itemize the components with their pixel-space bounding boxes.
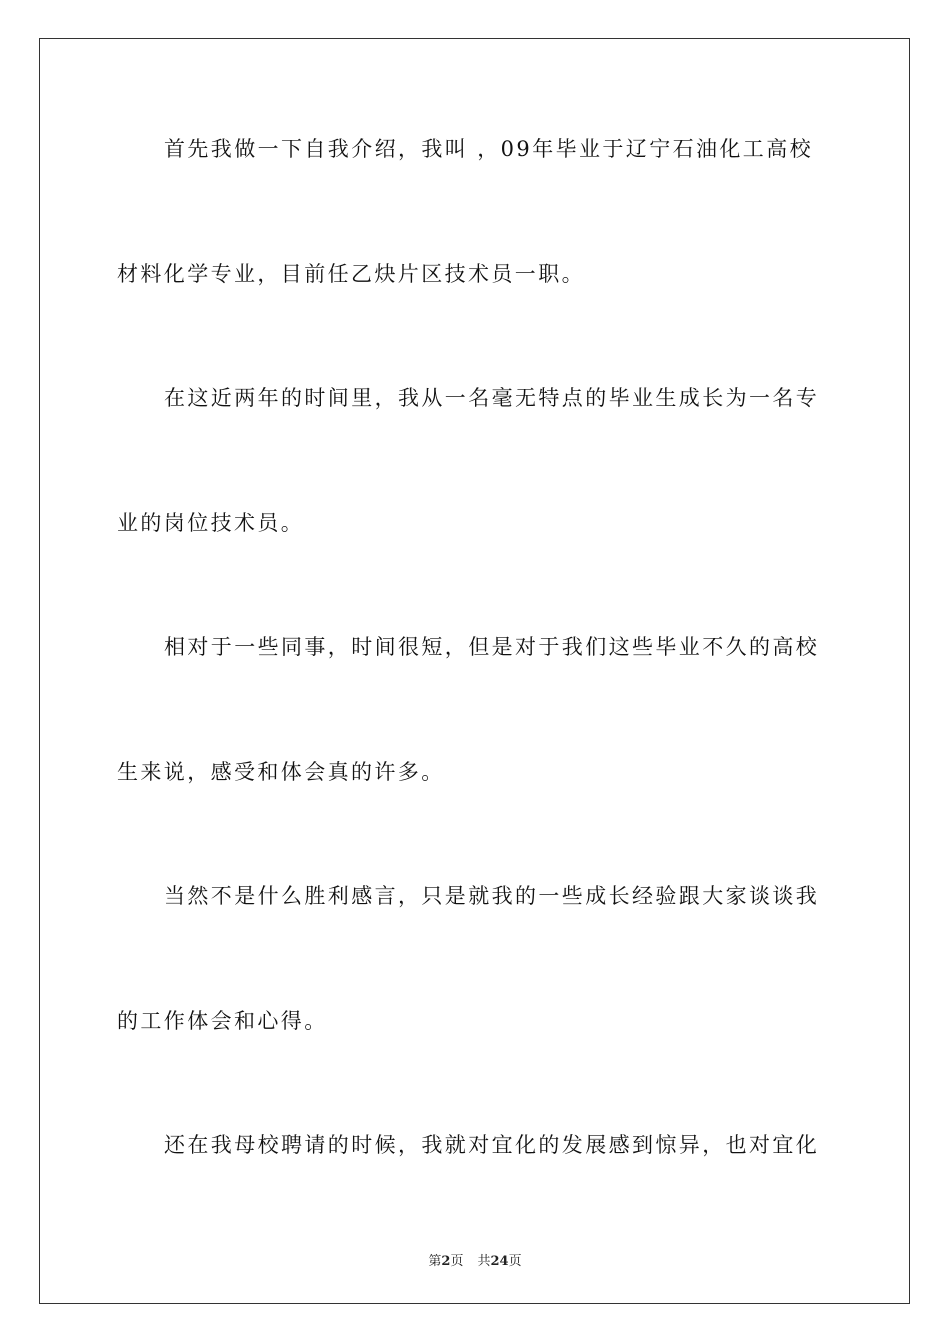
total-pages: 24 [490,1254,509,1269]
page-border [39,38,910,1304]
paragraph-3-line-1: 相对于一些同事，时间很短，但是对于我们这些毕业不久的高校 [164,635,820,659]
page-footer [0,1250,950,1269]
page-prefix: 第 [428,1254,442,1269]
paragraph-1-line-2: 材料化学专业，目前任乙炔片区技术员一职。 [117,262,585,286]
paragraph-2-line-2: 业的岗位技术员。 [117,511,305,535]
total-prefix: 共 [477,1254,491,1269]
paragraph-4-line-2: 的工作体会和心得。 [117,1009,328,1033]
paragraph-2-line-1: 在这近两年的时间里，我从一名毫无特点的毕业生成长为一名专 [164,386,820,410]
paragraph-4-line-1: 当然不是什么胜利感言，只是就我的一些成长经验跟大家谈谈我 [164,884,820,908]
total-suffix: 页 [508,1254,522,1269]
page-number: 2 [441,1254,451,1269]
paragraph-5-line-1: 还在我母校聘请的时候，我就对宜化的发展感到惊异，也对宜化 [164,1133,820,1157]
paragraph-3-line-2: 生来说，感受和体会真的许多。 [117,760,445,784]
paragraph-1-line-1: 首先我做一下自我介绍，我叫 ，09年毕业于辽宁石油化工高校 [164,137,813,161]
page-suffix: 页 [450,1254,464,1269]
